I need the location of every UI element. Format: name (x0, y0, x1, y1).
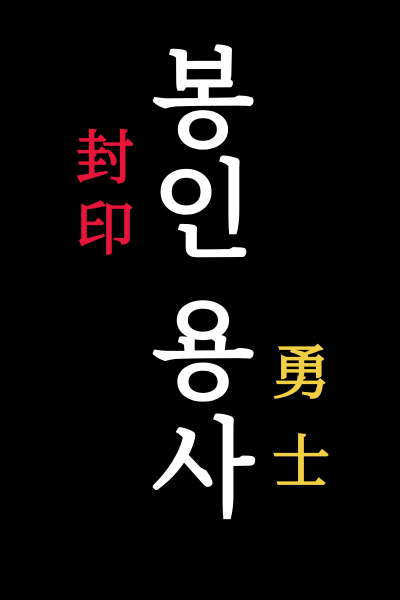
main-title-char-4: 사 (151, 408, 255, 531)
right-subtitle-char-1: 勇 (271, 339, 330, 407)
left-subtitle-char-1: 封 (75, 124, 134, 192)
right-subtitle-char-2: 士 (271, 428, 330, 496)
main-title-char-1: 봉 (151, 38, 255, 161)
main-title-char-3: 용 (151, 290, 255, 413)
main-title-char-2: 인 (151, 150, 255, 273)
left-subtitle-char-2: 印 (75, 195, 134, 263)
